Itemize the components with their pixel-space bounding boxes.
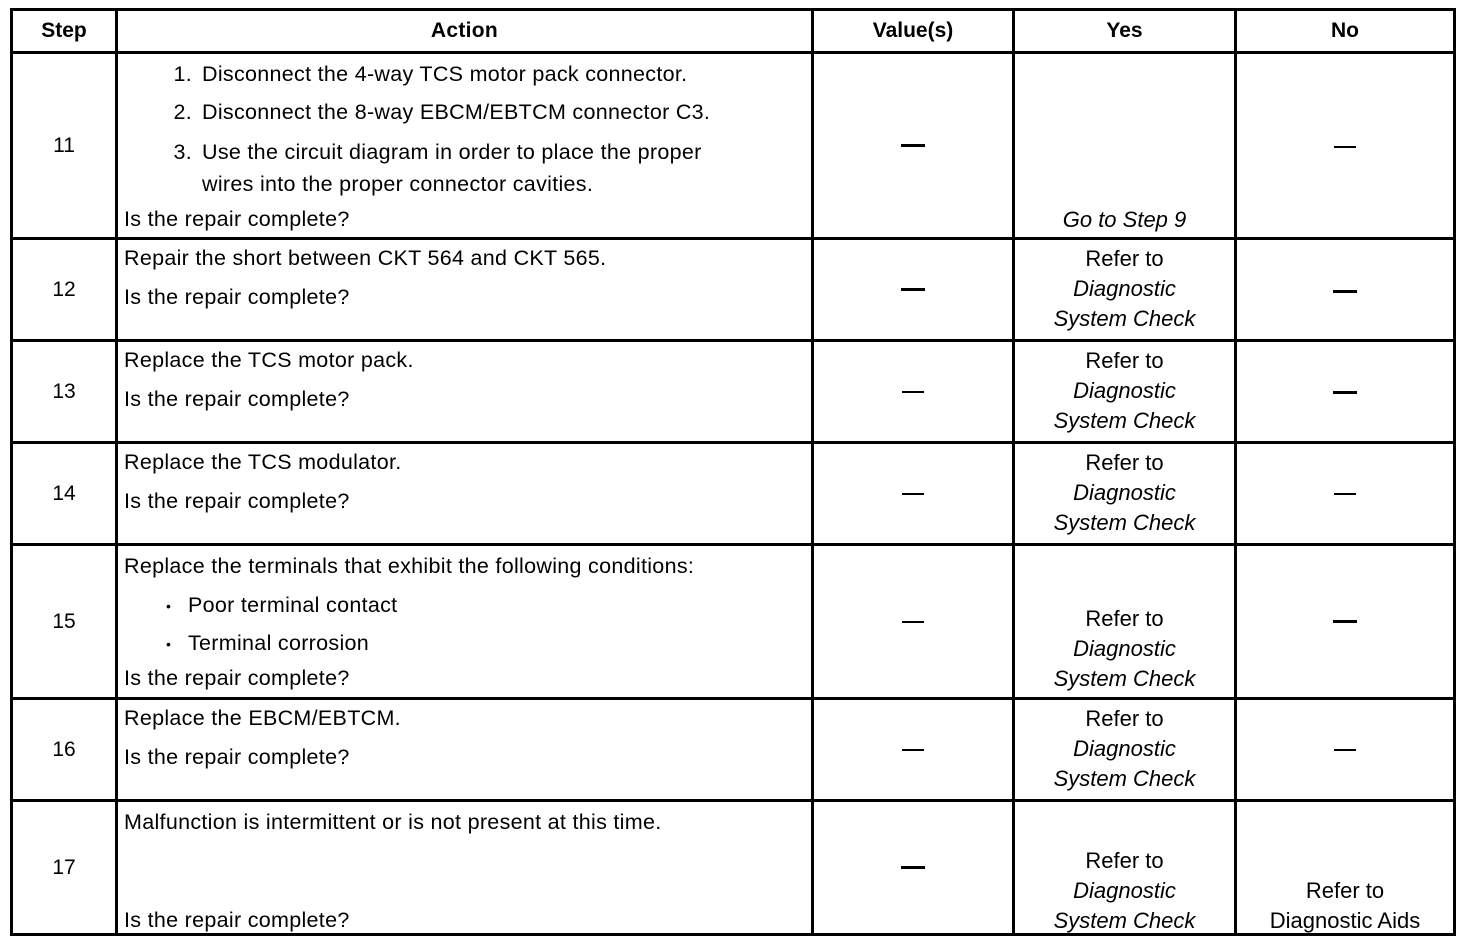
action-cell [115, 700, 811, 799]
diagnostic-table [10, 8, 1456, 936]
action-text: Replace the EBCM/EBTCM. [124, 706, 401, 730]
value-cell [811, 802, 1012, 933]
action-cell [115, 342, 811, 441]
em-dash [902, 493, 924, 495]
no-cell [1234, 700, 1453, 799]
bullet-dot-icon: • [166, 636, 172, 653]
action-text: Repair the short between CKT 564 and CKT 565. [124, 246, 607, 270]
yes-reference: Refer to Diagnostic System Check [1053, 348, 1196, 433]
no-cell [1234, 54, 1453, 237]
value-cell [811, 444, 1012, 543]
action-cell [115, 240, 811, 339]
table-row [13, 339, 1453, 441]
value-cell [811, 342, 1012, 441]
header-no: No [1234, 11, 1453, 51]
no-cell [1234, 546, 1453, 697]
action-step-item: 1. Disconnect the 4-way TCS motor pack connector. [173, 62, 688, 86]
action-question: Is the repair complete? [124, 489, 350, 513]
header-step: Step [41, 19, 87, 42]
em-dash [902, 621, 924, 623]
table-row [13, 697, 1453, 799]
action-text: Replace the TCS motor pack. [124, 348, 414, 372]
header-yes: Yes [1012, 11, 1234, 51]
em-dash [901, 866, 925, 869]
yes-cell [1012, 444, 1234, 543]
action-cell [115, 802, 811, 933]
em-dash [1333, 620, 1357, 623]
action-text: Replace the terminals that exhibit the following conditions: [124, 554, 695, 578]
table-row [13, 543, 1453, 697]
action-question: Is the repair complete? [124, 745, 350, 769]
yes-cell [1012, 240, 1234, 339]
yes-cell [1012, 802, 1234, 933]
yes-cell [1012, 342, 1234, 441]
action-text: Replace the TCS modulator. [124, 450, 402, 474]
condition-bullet: • Poor terminal contact [166, 593, 398, 617]
action-cell [115, 546, 811, 697]
step-number: 15 [52, 609, 76, 633]
em-dash [901, 144, 925, 147]
em-dash [901, 288, 925, 291]
condition-bullet: • Terminal corrosion [166, 631, 370, 655]
action-question: Is the repair complete? [124, 387, 350, 411]
action-step-item: 2. Disconnect the 8-way EBCM/EBTCM connector C3. [173, 100, 711, 124]
yes-cell [1012, 54, 1234, 237]
action-question: Is the repair complete? [124, 207, 350, 231]
action-question: Is the repair complete? [124, 908, 350, 932]
step-number: 13 [52, 379, 76, 403]
no-cell [1234, 342, 1453, 441]
step-number: 17 [52, 855, 76, 879]
action-step-item: 3. Use the circuit diagram in order to place the proper [173, 140, 702, 164]
value-cell [811, 240, 1012, 339]
step-number: 16 [52, 737, 76, 761]
yes-reference: Refer to Diagnostic System Check [1053, 246, 1196, 331]
action-step-continuation: wires into the proper connector cavities. [202, 172, 594, 196]
step-number: 14 [52, 481, 76, 505]
no-cell [1234, 240, 1453, 339]
yes-reference: Refer to Diagnostic System Check [1053, 606, 1196, 691]
go-to-step-link: Go to Step 9 [1062, 207, 1187, 232]
table-row [13, 441, 1453, 543]
em-dash [1334, 749, 1356, 751]
value-cell [811, 546, 1012, 697]
yes-cell [1012, 700, 1234, 799]
em-dash [1334, 146, 1356, 148]
value-cell [811, 54, 1012, 237]
yes-cell [1012, 546, 1234, 697]
no-cell [1234, 444, 1453, 543]
action-text: Malfunction is intermittent or is not present at this time. [124, 810, 662, 834]
no-reference: Refer to Diagnostic Aids [1269, 878, 1421, 933]
em-dash [902, 749, 924, 751]
step-number: 11 [53, 133, 75, 157]
bullet-dot-icon: • [166, 598, 172, 615]
em-dash [902, 391, 924, 393]
em-dash [1333, 290, 1357, 293]
action-cell [115, 54, 811, 237]
no-cell [1234, 802, 1453, 933]
yes-reference: Refer to Diagnostic System Check [1053, 848, 1196, 933]
header-action: Action [115, 11, 811, 51]
table-row [13, 237, 1453, 339]
step-number: 12 [52, 277, 76, 301]
value-cell [811, 700, 1012, 799]
action-question: Is the repair complete? [124, 666, 350, 690]
em-dash [1333, 391, 1357, 394]
table-header [13, 11, 1453, 51]
yes-reference: Refer to Diagnostic System Check [1053, 706, 1196, 791]
action-question: Is the repair complete? [124, 285, 350, 309]
table-row [13, 51, 1453, 237]
table-row [13, 799, 1453, 933]
yes-reference: Refer to Diagnostic System Check [1053, 450, 1196, 535]
header-values: Value(s) [811, 11, 1012, 51]
em-dash [1334, 493, 1356, 495]
action-cell [115, 444, 811, 543]
